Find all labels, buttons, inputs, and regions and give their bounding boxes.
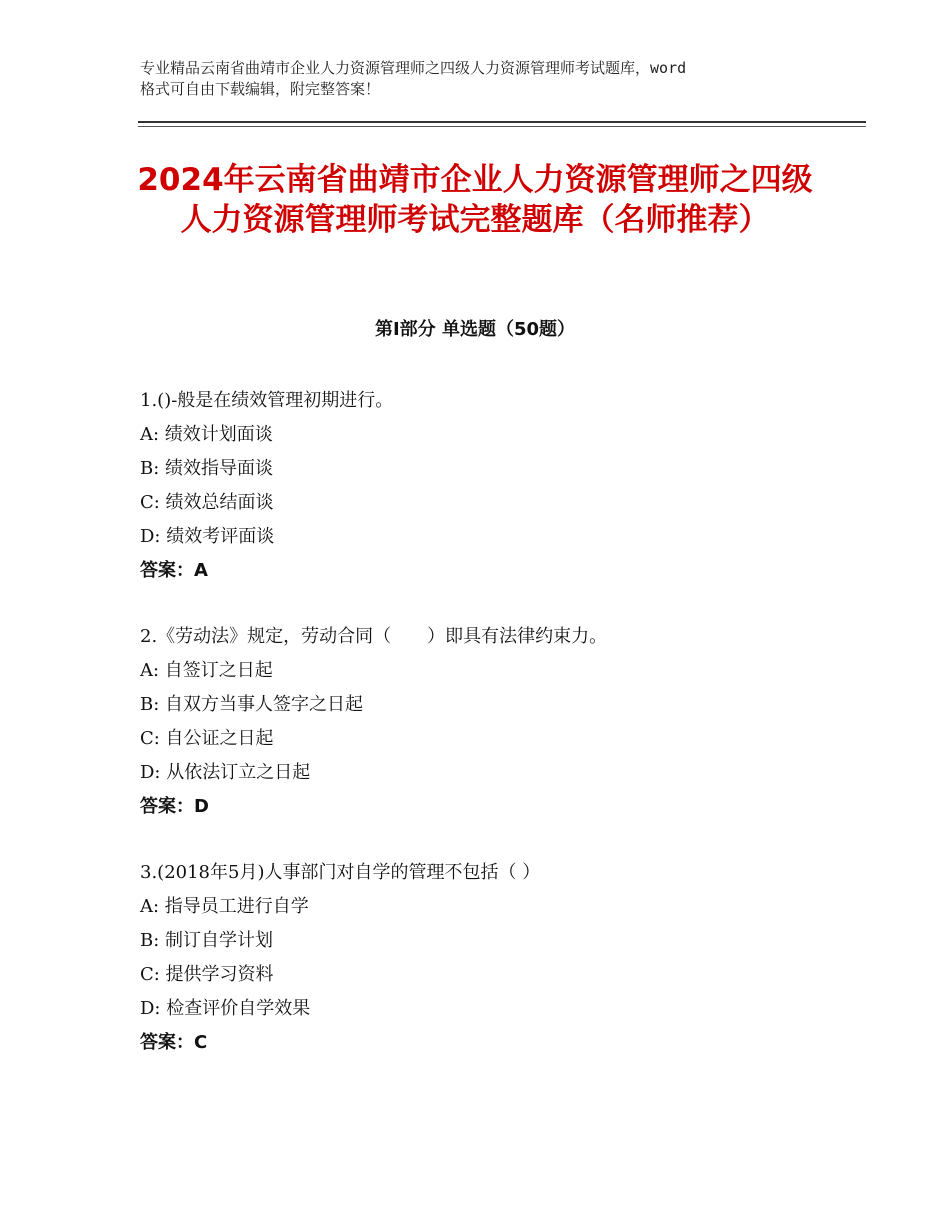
answer-label: 答案：C [140,1032,208,1053]
option-b: B: 自双方当事人签字之日起 [140,694,364,715]
option-d: D: 检查评价自学效果 [140,998,311,1019]
option-d: D: 绩效考评面谈 [140,526,275,547]
option-c: C: 提供学习资料 [140,964,274,985]
header-rule-thick [138,121,866,123]
question-3 [140,856,840,1060]
question-stem: 3.(2018年5月)人事部门对自学的管理不包括（ ） [140,862,541,883]
question-2 [140,620,840,824]
option-b: B: 绩效指导面谈 [140,458,274,479]
question-stem: 2.《劳动法》规定，劳动合同（ ）即具有法律约束力。 [140,626,608,647]
answer-label: 答案：D [140,796,209,817]
question-stem: 1.()-般是在绩效管理初期进行。 [140,390,394,411]
question-1 [140,384,840,588]
option-a: A: 自签订之日起 [140,660,273,681]
section-title: 第Ⅰ部分 单选题（50题） [374,319,575,340]
option-b: B: 制订自学计划 [140,930,274,951]
option-d: D: 从依法订立之日起 [140,762,311,783]
option-c: C: 绩效总结面谈 [140,492,274,513]
header-rule-thin [138,126,866,127]
document-title: 2024年云南省曲靖市企业人力资源管理师之四级人力资源管理师考试完整题库（名师推荐） [137,162,813,238]
answer-label: 答案：A [140,560,208,581]
question-list [140,384,840,1092]
option-a: A: 绩效计划面谈 [140,424,273,445]
header-note: 专业精品云南省曲靖市企业人力资源管理师之四级人力资源管理师考试题库，word 格式可自由下载编辑，附完整答案！ [140,59,687,98]
option-c: C: 自公证之日起 [140,728,274,749]
option-a: A: 指导员工进行自学 [140,896,309,917]
